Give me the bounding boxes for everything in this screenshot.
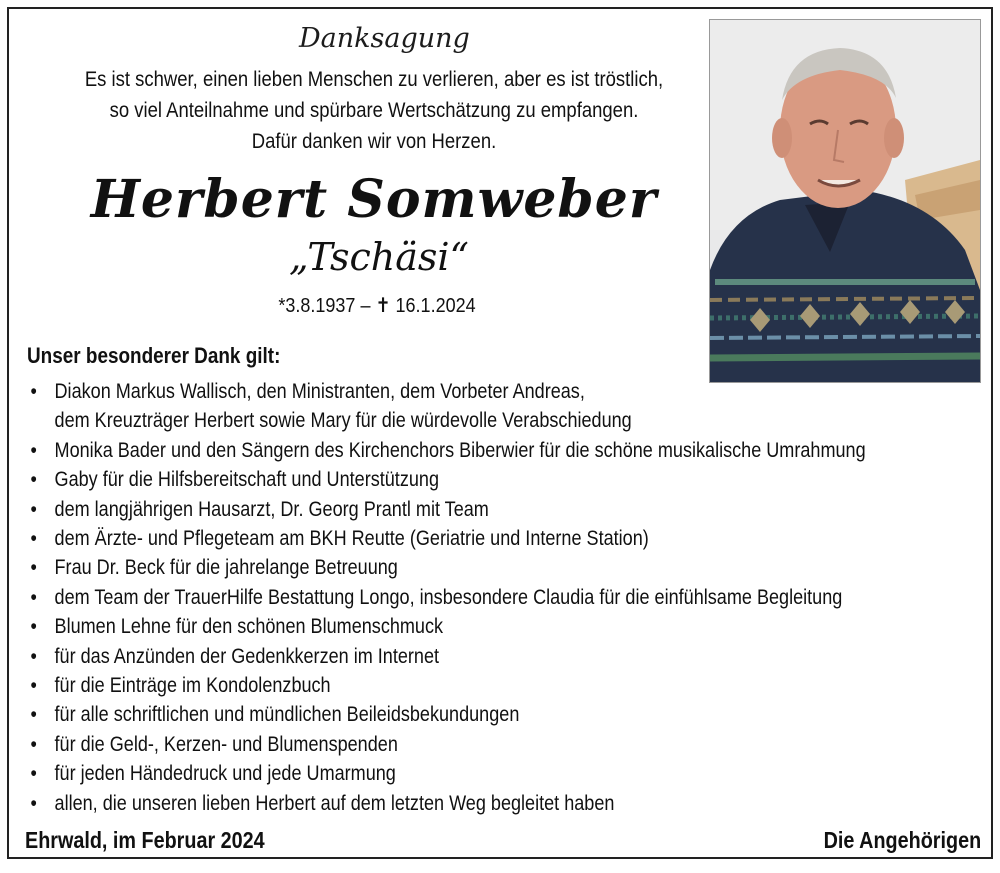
list-item: • Diakon Markus Wallisch, den Ministranten, dem Vorbeter Andreas, dem Kreuzträger Herbert sowie Mary für die würdevolle Verabschiedung	[27, 377, 866, 436]
portrait-photo	[709, 19, 981, 383]
signature: Die Angehörigen	[823, 827, 981, 853]
list-item: • Frau Dr. Beck für die jahrelange Betreuung	[27, 553, 866, 582]
notice-heading: Danksagung	[299, 23, 470, 54]
list-item: • Blumen Lehne für den schönen Blumenschmuck	[27, 612, 866, 641]
list-item: • Gaby für die Hilfsbereitschaft und Unterstützung	[27, 465, 866, 494]
intro-line: Es ist schwer, einen lieben Menschen zu verlieren, aber es ist tröstlich,	[84, 68, 664, 91]
list-item: • für die Einträge im Kondolenzbuch	[27, 671, 866, 700]
life-dates: *3.8.1937 – ✝ 16.1.2024	[278, 295, 476, 317]
list-item: • allen, die unseren lieben Herbert auf dem letzten Weg begleitet haben	[27, 789, 866, 818]
list-item: • dem Team der TrauerHilfe Bestattung Longo, insbesondere Claudia für die einfühlsame Begleitung	[27, 583, 866, 612]
list-item: • für jeden Händedruck und jede Umarmung	[27, 759, 866, 788]
list-item: • für alle schriftlichen und mündlichen Beileidsbekundungen	[27, 700, 866, 729]
intro-line: Dafür danken wir von Herzen.	[251, 130, 497, 153]
list-item: • dem Ärzte- und Pflegeteam am BKH Reutte (Geriatrie und Interne Station)	[27, 524, 866, 553]
list-item: • für das Anzünden der Gedenkkerzen im Internet	[27, 642, 866, 671]
thanks-heading: Unser besonderer Dank gilt:	[27, 343, 281, 368]
deceased-name: Herbert Somweber	[90, 169, 658, 230]
deceased-nickname: „Tschäsi“	[289, 235, 469, 279]
intro-line: so viel Anteilnahme und spürbare Wertschätzung zu empfangen.	[109, 99, 639, 122]
list-item: • dem langjährigen Hausarzt, Dr. Georg Prantl mit Team	[27, 495, 866, 524]
list-item: • Monika Bader und den Sängern des Kirchenchors Biberwier für die schöne musikalische Umrahmung	[27, 436, 866, 465]
place-date: Ehrwald, im Februar 2024	[25, 827, 265, 853]
obituary-notice	[7, 7, 993, 859]
thanks-list	[27, 377, 1000, 818]
list-item: • für die Geld-, Kerzen- und Blumenspenden	[27, 730, 866, 759]
